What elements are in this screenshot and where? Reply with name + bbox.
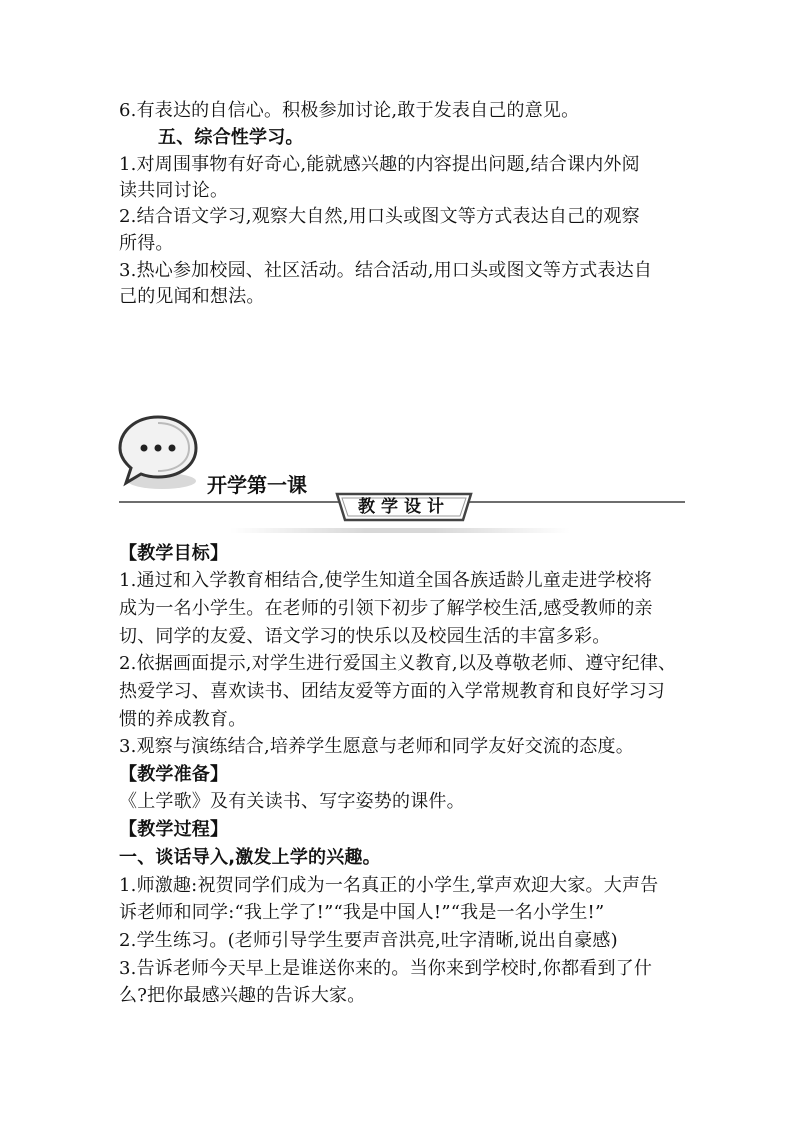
goal-2-line-3: 惯的养成教育。 [119,709,247,730]
prep-heading: 【教学准备】 [119,764,229,785]
goal-1-line-3: 切、同学的友爱、语文学习的快乐以及校园生活的丰富多彩。 [119,626,611,647]
goals-heading: 【教学目标】 [119,543,229,564]
process-item-3-line-1: 3.告诉老师今天早上是谁送你来的。当你来到学校时,你都看到了什 [119,958,653,979]
standard-item-6: 6.有表达的自信心。积极参加讨论,敢于发表自己的意见。 [119,100,580,121]
goal-1-line-1: 1.通过和入学教育相结合,使学生知道全国各族适龄儿童走进学校将 [119,570,653,591]
standard-item-3-line-1: 3.热心参加校园、社区活动。结合活动,用口头或图文等方式表达自 [119,260,653,281]
standard-item-2-line-2: 所得。 [119,233,174,254]
standard-item-2-line-1: 2.结合语文学习,观察大自然,用口头或图文等方式表达自己的观察 [119,206,640,227]
goal-3: 3.观察与演练结合,培养学生愿意与老师和同学友好交流的态度。 [119,736,634,757]
process-item-2: 2.学生练习。(老师引导学生要声音洪亮,吐字清晰,说出自豪感) [119,930,618,951]
prep-text: 《上学歌》及有关读书、写字姿势的课件。 [119,791,465,812]
banner-shadow [230,528,570,533]
process-item-3-line-2: 么?把你最感兴趣的告诉大家。 [119,985,366,1006]
goal-2-line-1: 2.依据画面提示,对学生进行爱国主义教育,以及尊敬老师、遵守纪律、 [119,653,677,674]
process-item-1-line-2: 诉老师和同学:“我上学了!”“我是中国人!”“我是一名小学生!” [119,902,605,923]
standard-item-1-line-1: 1.对周围事物有好奇心,能就感兴趣的内容提出问题,结合课内外阅 [119,154,640,175]
section-heading-5: 五、综合性学习。 [158,127,304,148]
process-item-1-line-1: 1.师激趣:祝贺同学们成为一名真正的小学生,掌声欢迎大家。大声告 [119,875,659,896]
standard-item-3-line-2: 己的见闻和想法。 [119,286,265,307]
goal-1-line-2: 成为一名小学生。在老师的引领下初步了解学校生活,感受教师的亲 [119,598,653,619]
speech-bubble-icon [118,413,200,495]
lesson-title: 开学第一课 [207,473,307,497]
process-heading: 【教学过程】 [119,819,229,840]
process-step-1-title: 一、谈话导入,激发上学的兴趣。 [119,847,381,868]
banner-label: 教学设计 [358,497,450,517]
standard-item-1-line-2: 读共同讨论。 [119,180,229,201]
goal-2-line-2: 热爱学习、喜欢读书、团结友爱等方面的入学常规教育和良好学习习 [119,681,665,702]
